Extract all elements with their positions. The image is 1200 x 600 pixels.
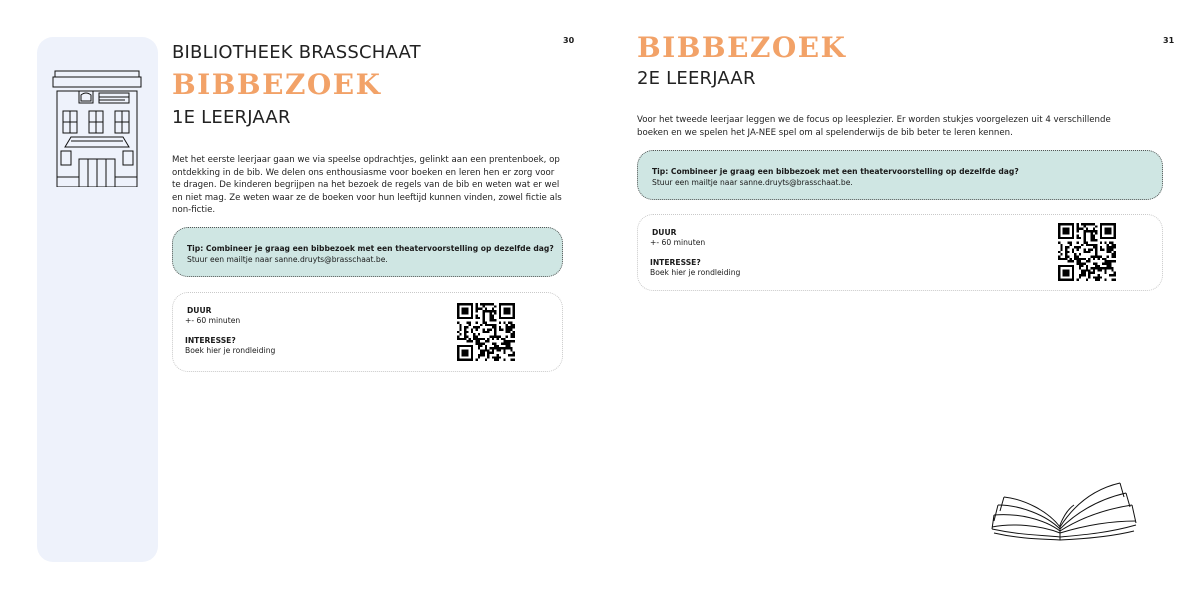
library-name: BIBLIOTHEEK BRASSCHAAT [172, 42, 421, 63]
page-title: BIBBEZOEK [637, 31, 847, 64]
grade-heading: 2E LEERJAAR [637, 68, 756, 89]
library-building-icon [49, 67, 145, 187]
tip-box [172, 227, 563, 277]
tip-contact-text: Stuur een mailtje naar sanne.druyts@brasschaat.be. [187, 255, 388, 264]
duration-value: +- 60 minuten [650, 238, 706, 247]
info-box [637, 214, 1163, 291]
right-page [600, 0, 1200, 600]
duration-value: +- 60 minuten [185, 316, 241, 325]
tip-bold-text: Tip: Combineer je graag een bibbezoek met een theatervoorstelling op dezelfde dag? [652, 167, 1019, 176]
interest-label: INTERESSE? [650, 258, 701, 267]
duration-label: DUUR [187, 306, 212, 315]
qr-code-icon[interactable] [1058, 223, 1116, 281]
open-book-icon [990, 475, 1138, 541]
page-title: BIBBEZOEK [172, 68, 382, 101]
page-number: 30 [563, 36, 575, 45]
interest-label: INTERESSE? [185, 336, 236, 345]
booking-link[interactable]: Boek hier je rondleiding [650, 268, 741, 277]
duration-label: DUUR [652, 228, 677, 237]
qr-code-icon[interactable] [457, 303, 515, 361]
sidebar-panel [37, 37, 158, 562]
description-text: Met het eerste leerjaar gaan we via speelse opdrachtjes, gelinkt aan een prentenboek, op ontdekking in de bib. We delen ons enthousiasme voor boeken en leren hen er zorg voor te dragen. De kinderen begrijpen na het bezoek de regels van de bib en weten wat er wel en niet mag. Ze weten waar ze de boeken voor hun leeftijd kunnen vinden, zowel fictie als non-fictie. [172, 155, 562, 215]
tip-box [637, 150, 1163, 200]
booking-link[interactable]: Boek hier je rondleiding [185, 346, 276, 355]
tip-contact-text: Stuur een mailtje naar sanne.druyts@brasschaat.be. [652, 178, 853, 187]
description-text: Voor het tweede leerjaar leggen we de focus op leesplezier. Er worden stukjes voorgelezen uit 4 verschillende boeken en we spelen het JA-NEE spel om al spelenderwijs de bib beter te leren kennen. [637, 115, 1111, 138]
page-number: 31 [1163, 36, 1175, 45]
info-box [172, 292, 563, 372]
grade-heading: 1E LEERJAAR [172, 107, 291, 128]
tip-bold-text: Tip: Combineer je graag een bibbezoek met een theatervoorstelling op dezelfde dag? [187, 244, 554, 253]
